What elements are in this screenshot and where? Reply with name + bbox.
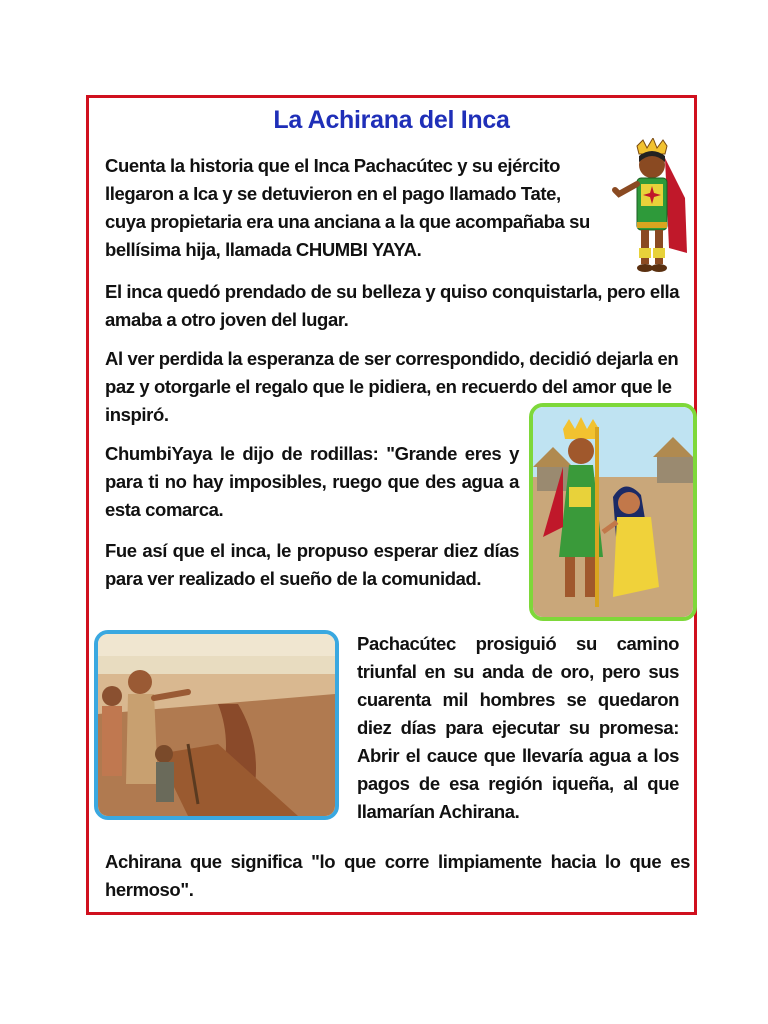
paragraph-5: Fue así que el inca, le propuso esperar diez días para ver realizado el sueño de la comunidad. bbox=[105, 540, 519, 589]
paragraph-2: El inca quedó prendado de su belleza y quiso conquistarla, pero ella amaba a otro joven del lugar. bbox=[105, 281, 680, 330]
story-page bbox=[86, 95, 697, 915]
people-pointing-at-valley-illustration bbox=[94, 630, 339, 820]
paragraph-6: Pachacútec prosiguió su camino triunfal en su anda de oro, pero sus cuarenta mil hombres se quedaron diez días para ejecutar su promesa: Abrir el cauce que llevaría agua a los pagos de esa región iqueña, al que llamarían Achirana. bbox=[357, 633, 679, 822]
inca-figure-illustration bbox=[607, 138, 697, 283]
story-title: La Achirana del Inca bbox=[273, 106, 510, 134]
paragraph-7: Achirana que significa "lo que corre limpiamente hacia lo que es hermoso". bbox=[105, 851, 690, 900]
paragraph-3: Al ver perdida la esperanza de ser correspondido, decidió dejarla en paz y otorgarle el regalo que le pidiera, en recuerdo del amor que le inspiró. bbox=[105, 348, 679, 425]
inca-and-chumbi-yaya-illustration bbox=[529, 403, 697, 621]
paragraph-4: ChumbiYaya le dijo de rodillas: "Grande eres y para ti no hay imposibles, ruego que des agua a esta comarca. bbox=[105, 443, 519, 520]
paragraph-1: Cuenta la historia que el Inca Pachacútec y su ejército llegaron a Ica y se detuvieron en el pago llamado Tate, cuya propietaria era una anciana a la que acompañaba su bellísima hija, llamada CHUMBI YAYA. bbox=[105, 155, 590, 260]
